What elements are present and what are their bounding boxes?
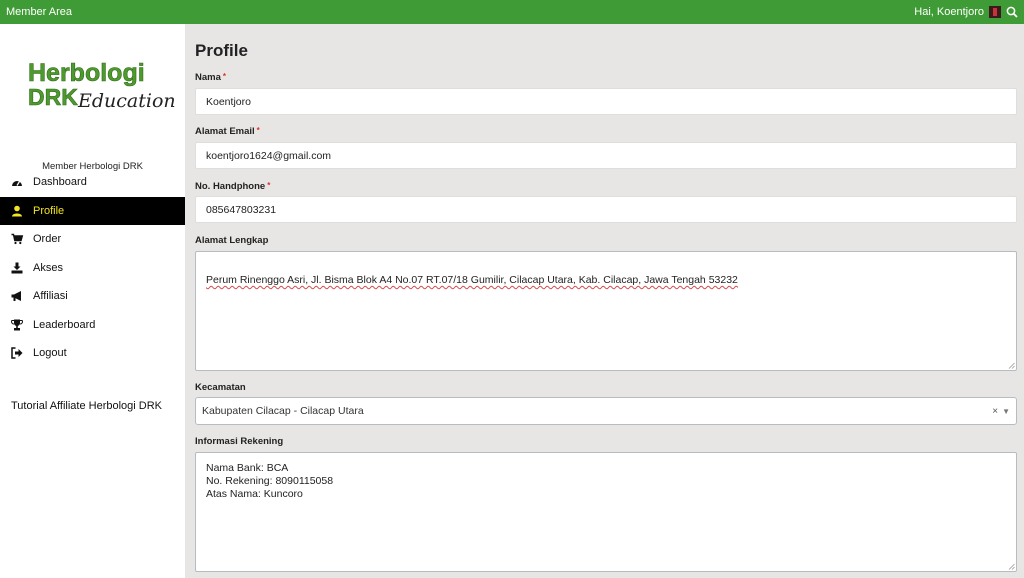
sidebar-item-dashboard[interactable] <box>0 168 185 197</box>
sidebar-item-label: Order <box>33 233 62 246</box>
sidebar-item-order[interactable] <box>0 225 185 254</box>
phone-label-text: No. Handphone <box>195 181 266 192</box>
nama-field[interactable] <box>195 88 1017 115</box>
kecamatan-value: Kabupaten Cilacap - Cilacap Utara <box>202 405 364 417</box>
logo-script: Education <box>78 90 176 112</box>
email-label-text: Alamat Email <box>195 126 255 137</box>
logout-icon <box>11 347 23 359</box>
kecamatan-label-text: Kecamatan <box>195 382 246 393</box>
required-mark: * <box>267 181 271 190</box>
main-content <box>185 24 1024 578</box>
email-label <box>195 126 260 137</box>
rekening-textarea[interactable] <box>195 452 1017 572</box>
email-field[interactable] <box>195 142 1017 169</box>
nama-label-text: Nama <box>195 72 221 83</box>
nama-label <box>195 72 226 83</box>
avatar[interactable] <box>989 6 1001 18</box>
sidebar-item-label: Logout <box>33 347 67 360</box>
resize-grip-icon[interactable] <box>1008 563 1015 570</box>
sidebar-item-akses[interactable] <box>0 254 185 283</box>
cart-icon <box>11 233 23 245</box>
search-icon[interactable] <box>1006 6 1018 18</box>
rekening-line: Atas Nama: Kuncoro <box>206 488 303 500</box>
phone-value: 085647803231 <box>206 203 277 216</box>
sidebar-item-profile[interactable] <box>0 197 185 226</box>
member-title: Member Herbologi DRK <box>42 161 143 172</box>
alamat-label <box>195 235 268 246</box>
sidebar-item-label: Dashboard <box>33 176 87 189</box>
email-value: koentjoro1624@gmail.com <box>206 149 332 162</box>
rekening-line: No. Rekening: 8090115058 <box>206 475 334 487</box>
resize-grip-icon[interactable] <box>1008 362 1015 369</box>
alamat-label-text: Alamat Lengkap <box>195 235 269 246</box>
megaphone-icon <box>11 290 23 302</box>
trophy-icon <box>11 319 23 331</box>
kecamatan-select[interactable] <box>195 397 1017 425</box>
download-icon <box>11 262 23 274</box>
clear-icon[interactable]: × <box>992 405 999 417</box>
logo-line1: Herbologi <box>28 59 145 87</box>
sidebar <box>0 24 185 578</box>
tutorial-link[interactable]: Tutorial Affiliate Herbologi DRK <box>11 400 163 412</box>
sidebar-item-logout[interactable] <box>0 339 185 368</box>
dashboard-icon <box>11 176 23 188</box>
alamat-textarea[interactable] <box>195 251 1017 371</box>
required-mark: * <box>256 126 260 135</box>
sidebar-item-label: Profile <box>33 204 65 217</box>
user-area <box>914 6 1024 18</box>
user-greeting[interactable]: Hai, Koentjoro <box>914 6 984 18</box>
kecamatan-label <box>195 382 246 393</box>
user-icon <box>11 205 23 217</box>
top-bar <box>0 0 1024 24</box>
sidebar-item-label: Affiliasi <box>33 290 68 303</box>
alamat-value: Perum Rinenggo Asri, Jl. Bisma Blok A4 No.07 RT.07/18 Gumilir, Cilacap Utara, Kab. Cilacap, Jawa Tengah 53232 <box>206 274 738 286</box>
phone-field[interactable] <box>195 196 1017 223</box>
rekening-line: Nama Bank: BCA <box>206 462 289 474</box>
phone-label <box>195 181 270 192</box>
page-title: Profile <box>195 41 248 60</box>
logo-line2: DRK <box>28 84 78 110</box>
rekening-label-text: Informasi Rekening <box>195 436 284 447</box>
chevron-down-icon[interactable]: ▼ <box>1002 406 1010 416</box>
logo <box>26 57 176 139</box>
sidebar-item-label: Akses <box>33 261 63 274</box>
nama-value: Koentjoro <box>206 95 251 108</box>
sidebar-item-leaderboard[interactable] <box>0 311 185 340</box>
sidebar-item-affiliasi[interactable] <box>0 282 185 311</box>
sidebar-item-label: Leaderboard <box>33 318 96 331</box>
app-title[interactable]: Member Area <box>6 6 73 18</box>
sidebar-nav <box>0 168 185 368</box>
rekening-label <box>195 436 283 447</box>
required-mark: * <box>222 72 226 81</box>
